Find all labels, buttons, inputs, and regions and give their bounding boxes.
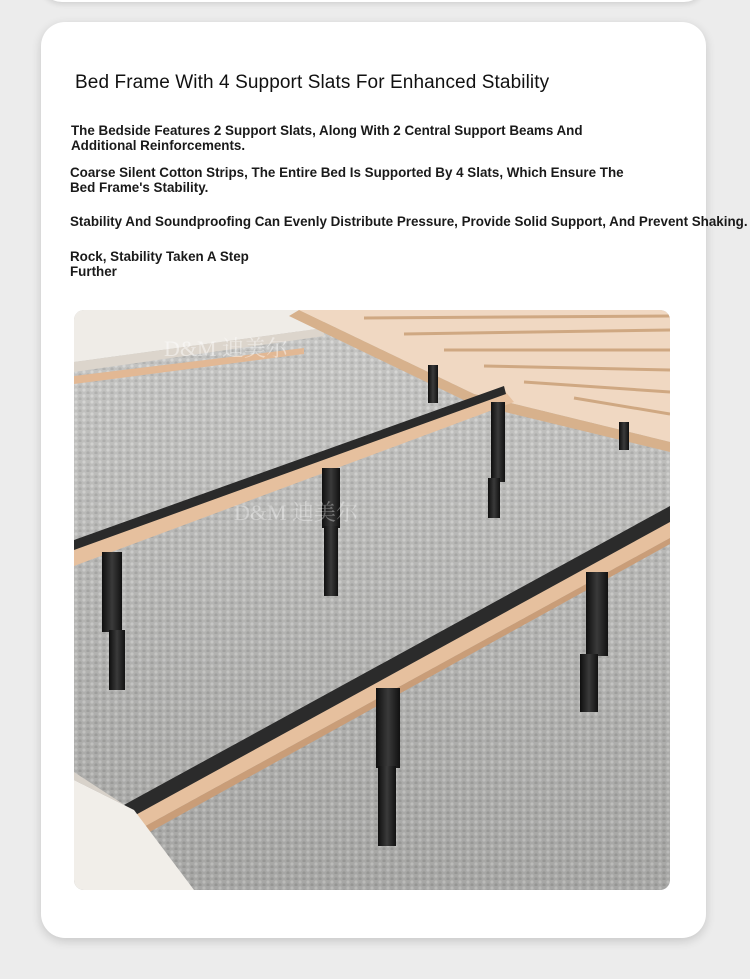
leg-middle-center	[322, 468, 340, 596]
feature-card	[41, 22, 748, 938]
watermark-top: D&M 迪美尔	[164, 336, 289, 361]
paragraph-cotton-strips: Coarse Silent Cotton Strips, The Entire Bed Is Supported By 4 Slats, Which Ensure The Bed Frame's Stability.	[70, 165, 624, 195]
watermark-center: D&M 迪美尔	[234, 500, 359, 525]
section-title: Bed Frame With 4 Support Slats For Enhanced Stability	[75, 72, 550, 93]
leg-back-left	[428, 365, 438, 403]
bed-frame-photo	[74, 310, 670, 890]
paragraph-soundproofing: Stability And Soundproofing Can Evenly Distribute Pressure, Provide Solid Support, And Prevent Shaking.	[70, 214, 748, 229]
paragraph-support-slats: The Bedside Features 2 Support Slats, Along With 2 Central Support Beams And Additional Reinforcements.	[71, 123, 583, 153]
paragraph-stability: Rock, Stability Taken A Step Further	[70, 249, 249, 279]
previous-card-edge	[40, 0, 706, 2]
leg-back-right	[619, 422, 629, 450]
